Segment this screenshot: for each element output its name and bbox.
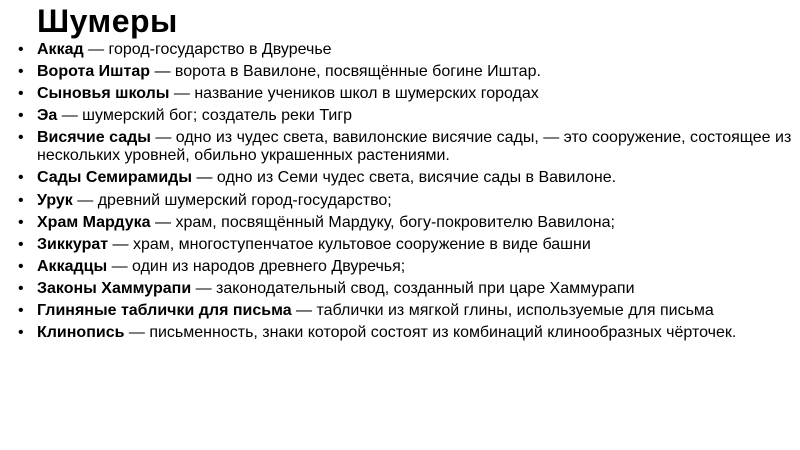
definition: — письменность, знаки которой состоят из комбинаций клинообразных чёрточек. (124, 324, 737, 342)
definition: — древний шумерский город-государство; (72, 191, 392, 209)
term: Аккадцы (37, 257, 108, 275)
term: Законы Хаммурапи (37, 279, 192, 297)
definition: — храм, посвящённый Мардуку, богу-покровителю Вавилона; (150, 213, 615, 231)
term: Глиняные таблички для письма (37, 302, 292, 320)
definition: — город-государство в Двуречье (83, 41, 332, 58)
glossary-list (18, 41, 798, 346)
bullet-icon: • (18, 213, 24, 231)
definition: — храм, многоступенчатое культовое сооружение в виде башни (108, 235, 591, 253)
bullet-icon: • (18, 302, 24, 320)
bullet-icon: • (18, 324, 24, 342)
bullet-icon: • (18, 85, 24, 103)
list-item (18, 41, 798, 59)
list-item (18, 214, 798, 232)
list-item (18, 324, 798, 342)
term: Аккад (37, 41, 84, 58)
term: Клинопись (37, 324, 125, 342)
bullet-icon: • (18, 107, 24, 125)
definition: — законодательный свод, созданный при царе Хаммурапи (191, 279, 635, 297)
definition: — ворота в Вавилоне, посвящённые богине Иштар. (150, 63, 541, 81)
term: Храм Мардука (37, 213, 151, 231)
term: Зиккурат (37, 235, 109, 253)
bullet-icon: • (18, 235, 24, 253)
slide-title: Шумеры (37, 3, 178, 39)
list-item (18, 280, 798, 298)
term: Висячие сады (37, 129, 151, 147)
list-item (18, 302, 798, 320)
definition: — один из народов древнего Двуречья; (107, 257, 406, 275)
definition: — шумерский бог; создатель реки Тигр (57, 107, 353, 125)
list-item (18, 169, 798, 187)
list-item (18, 85, 798, 103)
definition: — одно из Семи чудес света, висячие сады в Вавилоне. (192, 169, 617, 187)
bullet-icon: • (18, 129, 24, 147)
term: Сыновья школы (37, 85, 170, 103)
list-item (18, 258, 798, 276)
list-item (18, 63, 798, 81)
bullet-icon: • (18, 169, 24, 187)
bullet-icon: • (18, 279, 24, 297)
definition: — таблички из мягкой глины, используемые для письма (291, 302, 714, 320)
term: Сады Семирамиды (37, 169, 192, 187)
term: Эа (37, 107, 58, 125)
list-item (18, 129, 798, 165)
list-item (18, 192, 798, 210)
term: Ворота Иштар (37, 63, 150, 81)
bullet-icon: • (18, 63, 24, 81)
term: Урук (37, 191, 73, 209)
bullet-icon: • (18, 257, 24, 275)
bullet-icon: • (18, 191, 24, 209)
definition: — название учеников школ в шумерских городах (169, 85, 539, 103)
list-item (18, 236, 798, 254)
definition: — одно из чудес света, вавилонские висячие сады, — это сооружение, состоящее из нескольких уровней, обильно украшенных растениями. (37, 129, 792, 165)
bullet-icon: • (18, 41, 24, 58)
list-item (18, 107, 798, 125)
